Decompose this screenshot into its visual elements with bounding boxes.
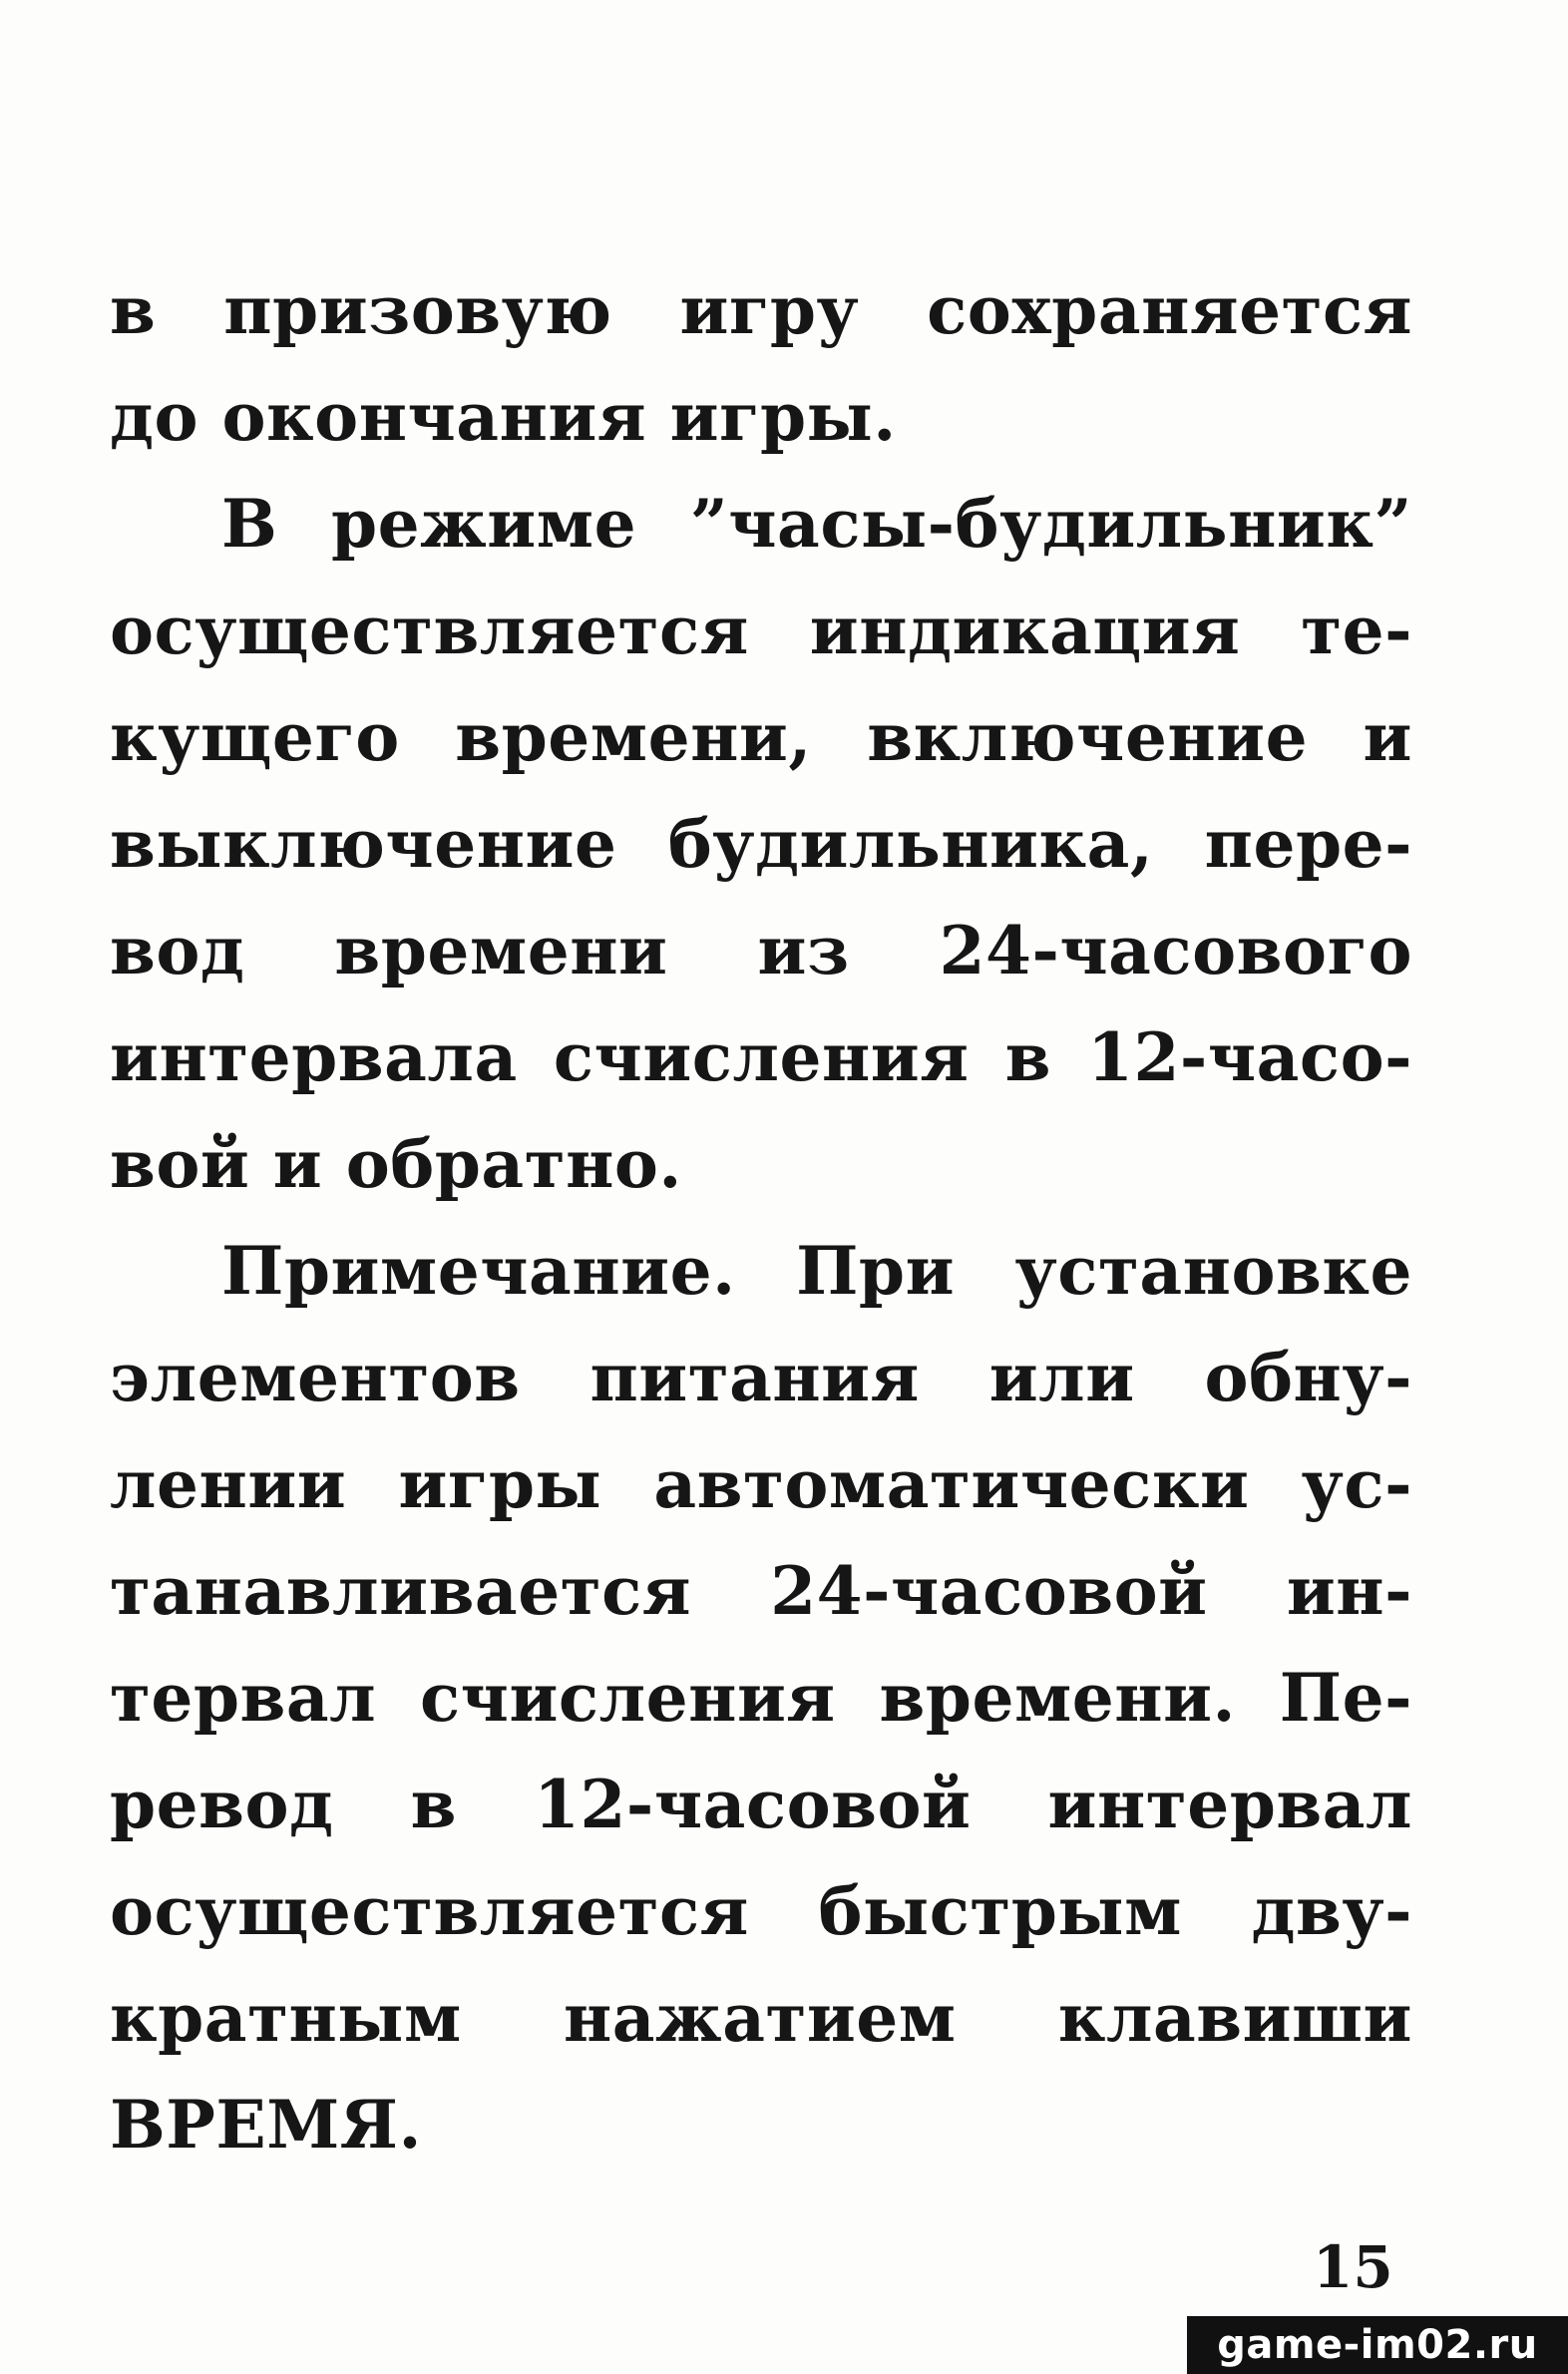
text-line: ВРЕМЯ. bbox=[110, 2086, 422, 2164]
text-line: танавливается 24-часовой ин- bbox=[110, 1552, 1412, 1630]
text-line: элементов питания или обну- bbox=[110, 1339, 1412, 1416]
watermark-label: game-im02.ru bbox=[1187, 2316, 1568, 2374]
text-line: кратным нажатием клавиши bbox=[110, 1979, 1412, 2057]
text-line: осуществляется индикация те- bbox=[110, 592, 1412, 669]
text-line: лении игры автоматически ус- bbox=[110, 1445, 1412, 1523]
text-line: интервала счисления в 12-часо- bbox=[110, 1018, 1412, 1096]
text-line: выключение будильника, пере- bbox=[110, 805, 1412, 883]
text-line: вод времени из 24-часового bbox=[110, 912, 1412, 989]
page-number: 15 bbox=[1313, 2233, 1393, 2301]
text-line: ревод в 12-часовой интервал bbox=[110, 1766, 1412, 1843]
paragraph-start-line: В режиме ”часы-будильник” bbox=[221, 485, 1412, 563]
paragraph-start-line: Примечание. При установке bbox=[221, 1232, 1412, 1310]
text-line: тервал счисления времени. Пе- bbox=[110, 1659, 1412, 1737]
text-line: осуществляется быстрым дву- bbox=[110, 1872, 1412, 1950]
text-line: вой и обратно. bbox=[110, 1125, 682, 1203]
text-line: кущего времени, включение и bbox=[110, 698, 1412, 776]
text-line: в призовую игру сохраняется bbox=[110, 271, 1412, 349]
body-text bbox=[110, 257, 1412, 2178]
text-line: до окончания игры. bbox=[110, 378, 897, 456]
